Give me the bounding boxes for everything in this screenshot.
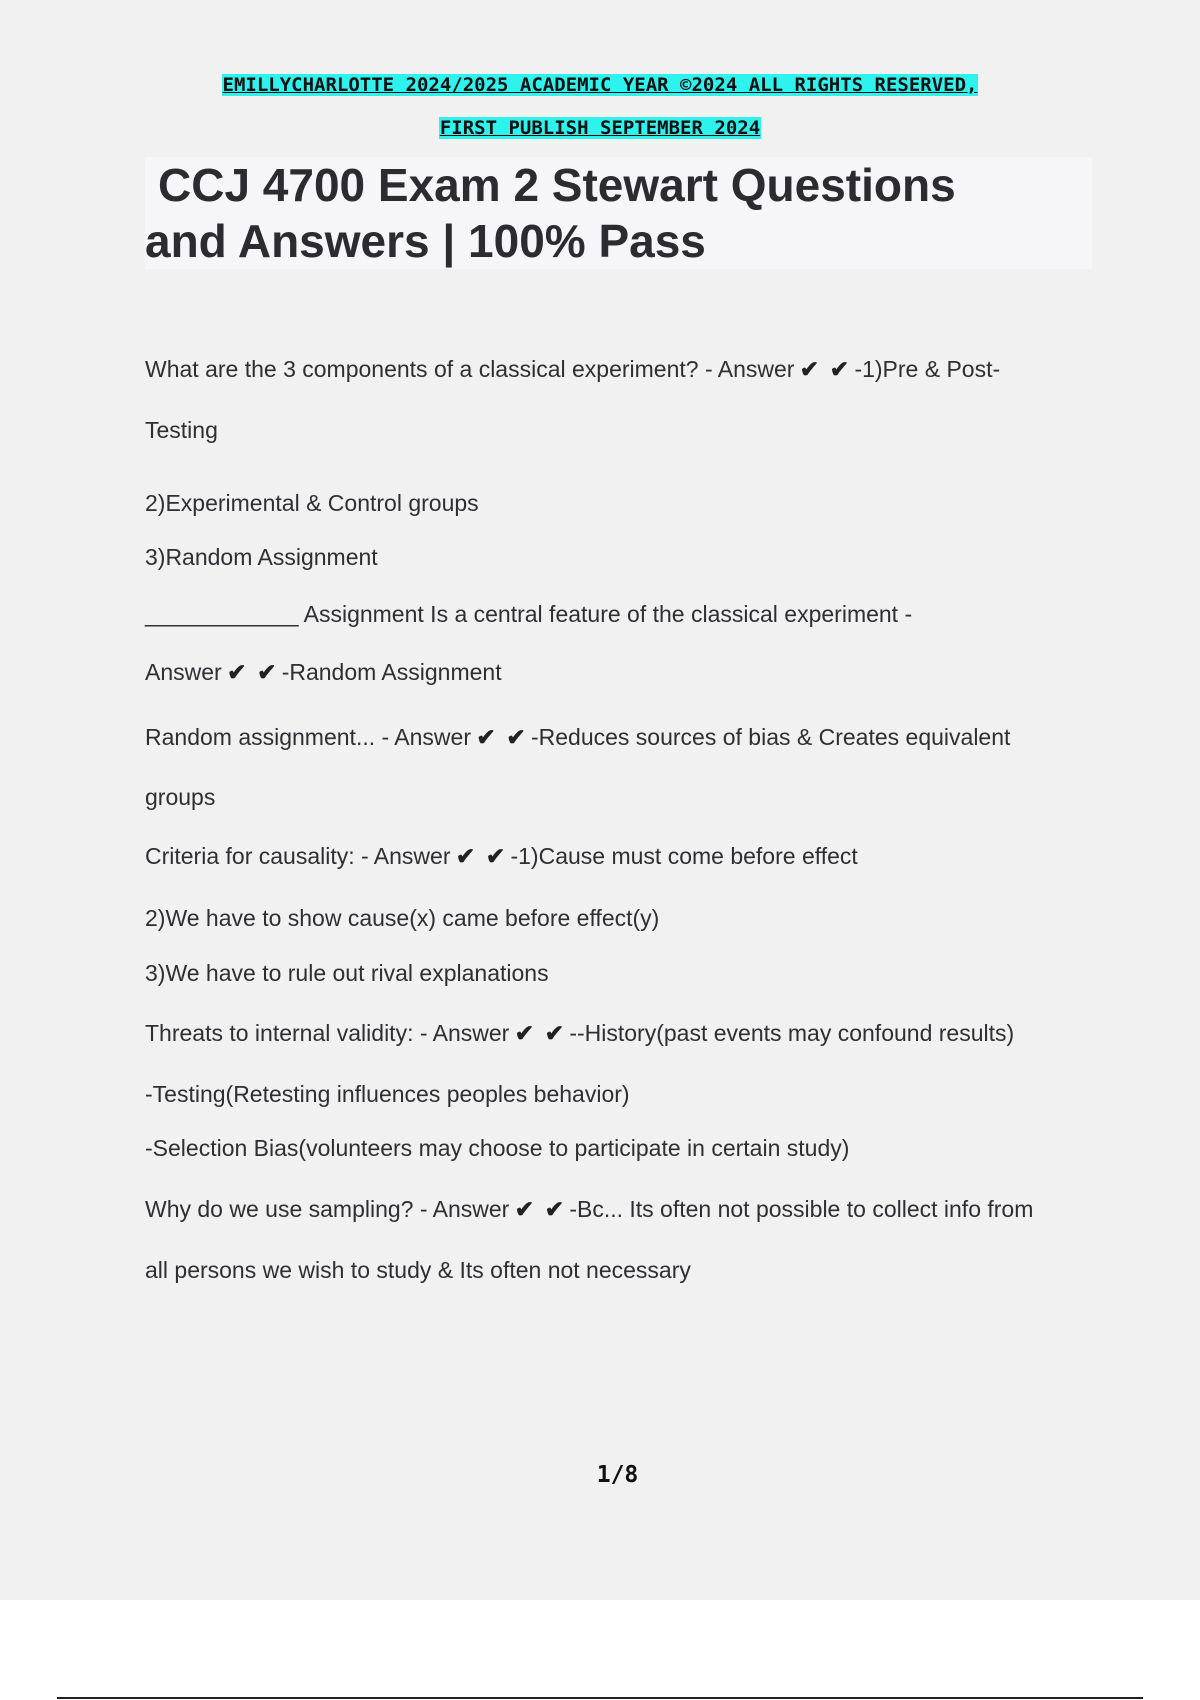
answer-label: Answer — [145, 659, 222, 685]
qa-item-question — [145, 842, 858, 870]
answer-text: -1)Pre & Post- — [854, 356, 1001, 382]
copyright-header-line2: FIRST PUBLISH SEPTEMBER 2024 — [439, 117, 761, 139]
answer-text: -1)Cause must come before effect — [510, 843, 858, 869]
answer-text: -Random Assignment — [281, 659, 502, 685]
copyright-header-line1: EMILLYCHARLOTTE 2024/2025 ACADEMIC YEAR ©2024 ALL RIGHTS RESERVED, — [222, 74, 978, 96]
answer-continuation: 2)Experimental & Control groups — [145, 490, 479, 516]
check-icon: ✔ — [227, 659, 247, 685]
publish-header — [0, 117, 1200, 139]
qa-item-question — [145, 355, 1000, 383]
check-icon: ✔ — [455, 843, 476, 869]
page-number: 1/8 — [596, 1462, 639, 1488]
question-text: What are the 3 components of a classical experiment? - Answer — [145, 356, 795, 382]
question-text: Random assignment... - Answer — [145, 724, 471, 750]
answer-continuation: groups — [145, 784, 216, 810]
answer-continuation: all persons we wish to study & Its often not necessary — [145, 1257, 691, 1283]
answer-continuation: -Selection Bias(volunteers may choose to participate in certain study) — [145, 1135, 850, 1161]
check-icon: ✔ — [829, 356, 850, 382]
qa-item-answer — [145, 658, 502, 686]
question-text: Threats to internal validity: - Answer — [145, 1020, 510, 1046]
question-text: Why do we use sampling? - Answer — [145, 1196, 510, 1222]
check-icon: ✔ — [544, 1196, 564, 1222]
check-icon: ✔ — [476, 724, 496, 750]
check-icon: ✔ — [257, 659, 277, 685]
check-icon: ✔ — [514, 1020, 534, 1046]
qa-item-question — [145, 723, 1010, 751]
answer-continuation: 3)Random Assignment — [145, 544, 378, 570]
copyright-header — [0, 74, 1200, 96]
check-icon: ✔ — [485, 843, 506, 869]
answer-continuation: 2)We have to show cause(x) came before effect(y) — [145, 905, 660, 931]
check-icon: ✔ — [544, 1020, 564, 1046]
answer-continuation: 3)We have to rule out rival explanations — [145, 960, 549, 986]
answer-text: -Bc... Its often not possible to collect info from — [569, 1196, 1034, 1222]
check-icon: ✔ — [506, 724, 526, 750]
answer-text: -Reduces sources of bias & Creates equivalent — [530, 724, 1011, 750]
answer-text: --History(past events may confound results) — [569, 1020, 1015, 1046]
answer-continuation: -Testing(Retesting influences peoples behavior) — [145, 1081, 630, 1107]
qa-item-question — [145, 1195, 1033, 1223]
check-icon: ✔ — [799, 356, 820, 382]
check-icon: ✔ — [514, 1196, 534, 1222]
answer-continuation: Testing — [145, 417, 218, 443]
question-text: Criteria for causality: - Answer — [145, 843, 451, 869]
document-title — [145, 157, 1092, 269]
qa-item-question — [145, 1019, 1014, 1047]
title-line1: CCJ 4700 Exam 2 Stewart Questions — [158, 159, 956, 211]
question-text: ____________ Assignment Is a central feature of the classical experiment - — [145, 601, 913, 627]
title-line2: and Answers | 100% Pass — [145, 215, 706, 267]
page-divider — [57, 1697, 1143, 1699]
